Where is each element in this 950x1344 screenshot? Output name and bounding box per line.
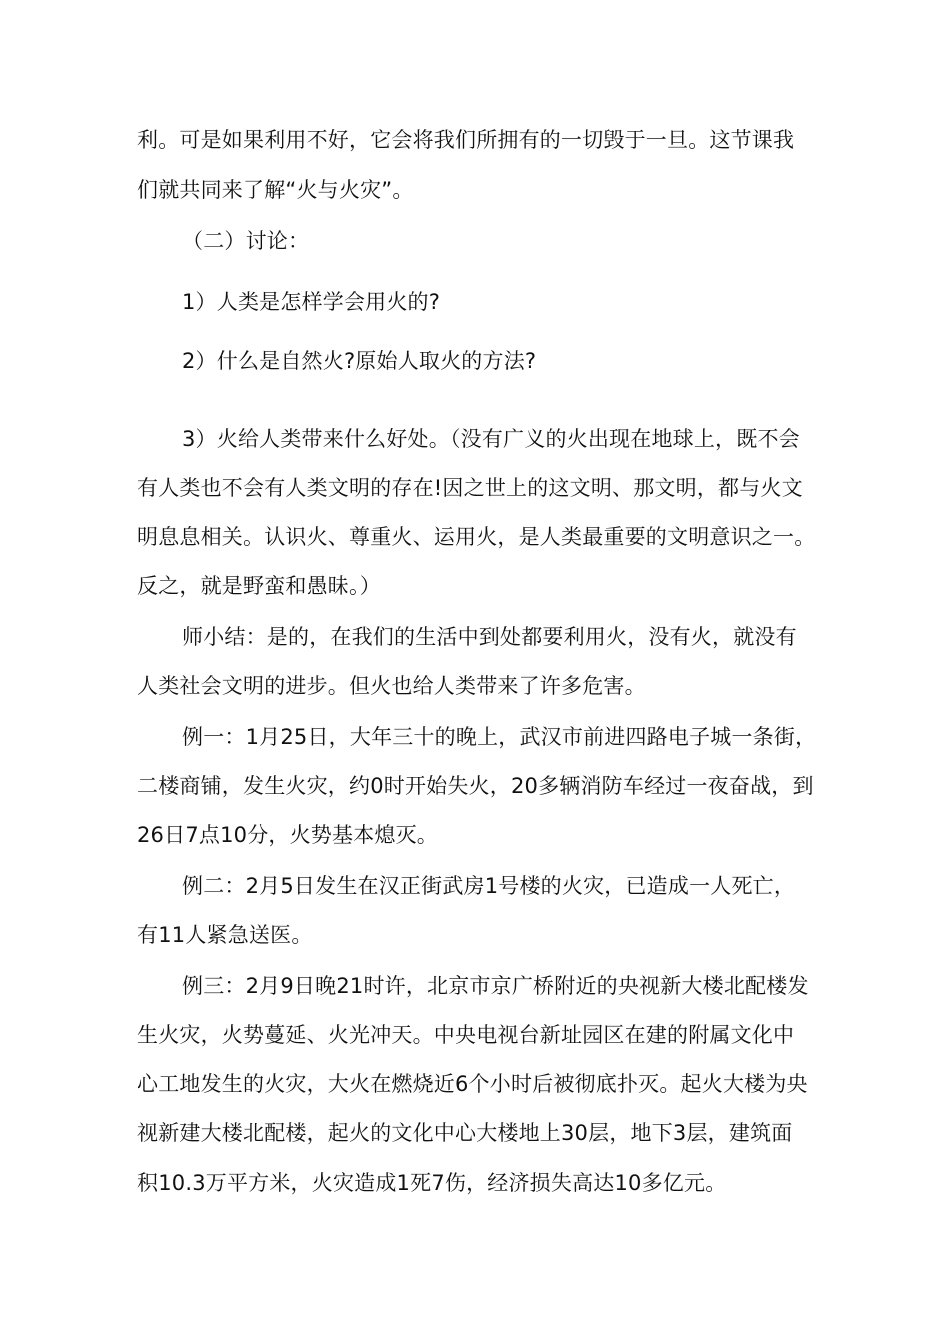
text-line: 明息息相关。认识火、尊重火、运用火，是人类最重要的文明意识之一。 xyxy=(137,525,816,549)
text-line: 们就共同来了解“火与火灾”。 xyxy=(137,178,414,202)
text-line: 例二：2月5日发生在汉正街武房1号楼的火灾，已造成一人死亡， xyxy=(182,874,796,898)
text-line: 有11人紧急送医。 xyxy=(137,923,313,947)
text-line: 例一：1月25日，大年三十的晚上，武汉市前进四路电子城一条街， xyxy=(182,725,817,749)
text-line: 26日7点10分，火势基本熄灭。 xyxy=(137,823,439,847)
text-line: 积10.3万平方米，火灾造成1死7伤，经济损失高达10多亿元。 xyxy=(137,1171,727,1195)
list-item: 1）人类是怎样学会用火的? xyxy=(182,290,441,314)
text-line: 生火灾，火势蔓延、火光冲天。中央电视台新址园区在建的附属文化中 xyxy=(137,1023,795,1047)
text-line: 例三：2月9日晚21时许，北京市京广桥附近的央视新大楼北配楼发 xyxy=(182,974,809,998)
text-line: 视新建大楼北配楼，起火的文化中心大楼地上30层，地下3层，建筑面 xyxy=(137,1121,793,1145)
list-item: 2）什么是自然火?原始人取火的方法? xyxy=(182,349,537,373)
text-line: 二楼商铺，发生火灾，约0时开始失火，20多辆消防车经过一夜奋战，到 xyxy=(137,774,814,798)
list-item: 3）火给人类带来什么好处。（没有广义的火出现在地球上，既不会 xyxy=(182,427,800,451)
text-line: 人类社会文明的进步。但火也给人类带来了许多危害。 xyxy=(137,674,646,698)
text-line: 师小结：是的，在我们的生活中到处都要利用火，没有火，就没有 xyxy=(182,625,797,649)
text-line: 利。可是如果利用不好，它会将我们所拥有的一切毁于一旦。这节课我 xyxy=(137,128,795,152)
text-line: 心工地发生的火灾，大火在燃烧近6个小时后被彻底扑灭。起火大楼为央 xyxy=(137,1072,808,1096)
text-line: 有人类也不会有人类文明的存在!因之世上的这文明、那文明，都与火文 xyxy=(137,476,803,500)
text-line: 反之，就是野蛮和愚昧。） xyxy=(137,574,381,598)
section-heading: （二）讨论： xyxy=(182,229,310,253)
